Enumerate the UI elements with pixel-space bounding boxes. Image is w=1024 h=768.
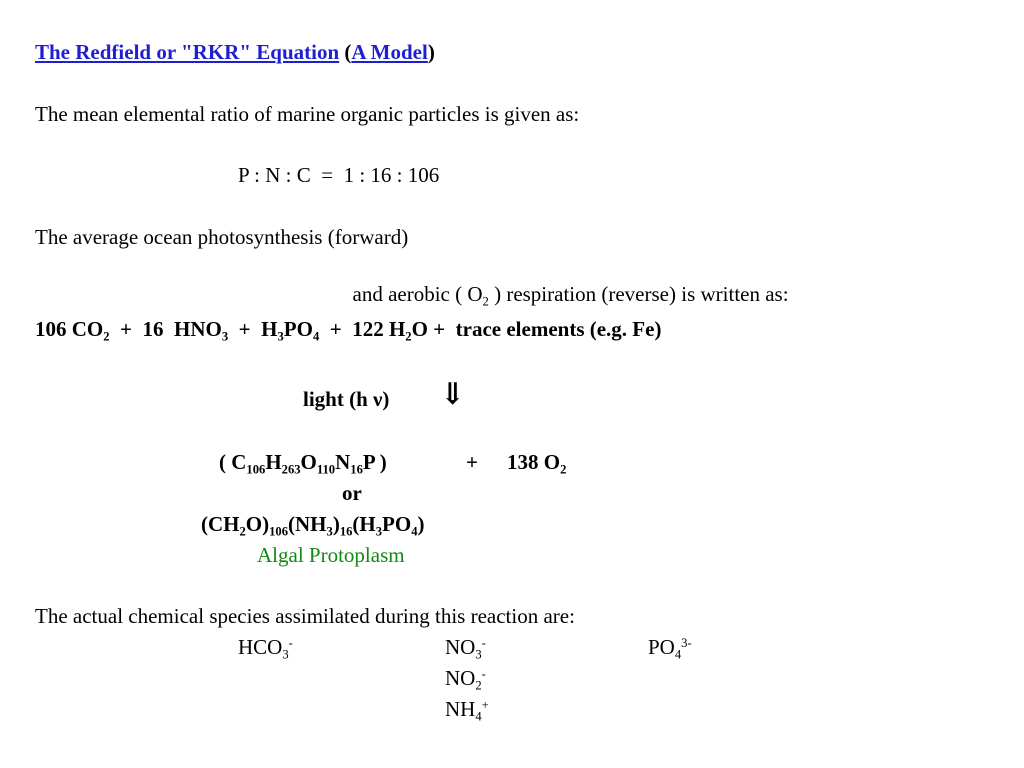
- po4-base: PO: [648, 635, 675, 659]
- eq-h2-sub: 2: [405, 329, 412, 344]
- model-link[interactable]: A Model: [351, 40, 428, 64]
- eq-hno3-sub: 3: [221, 329, 229, 344]
- eq-plus-h3: + H: [228, 317, 278, 341]
- prod-p: P ): [362, 450, 387, 474]
- no2-sub: 2: [475, 678, 482, 693]
- species-no3: [445, 634, 486, 660]
- f2-s4: 16: [339, 524, 353, 539]
- prod-o2: 138 O: [507, 450, 561, 474]
- f2-p7: ): [417, 512, 425, 536]
- f2-s3: 3: [326, 524, 333, 539]
- species-nh4: [445, 696, 489, 722]
- title-close-paren: ): [427, 40, 435, 64]
- nh4-sup: +: [481, 698, 489, 713]
- page-title: [35, 39, 435, 65]
- product-formula: [219, 449, 387, 475]
- no3-sup: -: [481, 636, 486, 651]
- prod-c: ( C: [219, 450, 247, 474]
- photo-line2-pre: and aerobic ( O: [352, 282, 483, 306]
- product-plus: +: [466, 450, 478, 474]
- alt-formula: [201, 511, 425, 537]
- algal-protoplasm-label: Algal Protoplasm: [257, 543, 405, 567]
- or-label: or: [342, 481, 362, 505]
- prod-n: N: [335, 450, 351, 474]
- hco3-sup: -: [288, 636, 293, 651]
- species-po4: [648, 634, 692, 660]
- prod-h-sub: 263: [281, 462, 301, 477]
- ratio-intro: The mean elemental ratio of marine organic particles is given as:: [35, 102, 580, 126]
- po4-sup: 3-: [681, 636, 692, 651]
- no2-sup: -: [481, 667, 486, 682]
- prod-h: H: [265, 450, 282, 474]
- f2-s1: 2: [239, 524, 246, 539]
- photo-line2-post: ) respiration (reverse) is written as:: [488, 282, 789, 306]
- eq-po4-sub: 4: [312, 329, 320, 344]
- down-arrow-icon: ⇓: [440, 378, 466, 411]
- prod-n-sub: 16: [350, 462, 363, 477]
- f2-s2: 106: [269, 524, 289, 539]
- eq-po: PO: [283, 317, 313, 341]
- hco3-sub: 3: [282, 647, 289, 662]
- eq-co2-sub: 2: [103, 329, 110, 344]
- f2-p2: O): [245, 512, 270, 536]
- light-label: light (h ν): [303, 387, 390, 411]
- no3-sub: 3: [475, 647, 482, 662]
- prod-o: O: [300, 450, 317, 474]
- f2-p1: (CH: [201, 512, 240, 536]
- photosynthesis-line-2: [342, 255, 789, 307]
- species-no2: [445, 665, 486, 691]
- f2-p6: PO: [382, 512, 412, 536]
- photo-line2-sub: 2: [482, 294, 489, 309]
- f2-s6: 4: [411, 524, 418, 539]
- nh4-sub: 4: [475, 709, 482, 724]
- eq-plus-h2o: + 122 H: [319, 317, 406, 341]
- species-hco3: [238, 634, 293, 660]
- no2-base: NO: [445, 666, 476, 690]
- eq-co2: 106 CO: [35, 317, 104, 341]
- po4-sub: 4: [674, 647, 682, 662]
- hco3-base: HCO: [238, 635, 283, 659]
- photosynthesis-line-1: The average ocean photosynthesis (forward): [35, 225, 409, 249]
- oxygen-product: [507, 449, 566, 475]
- prod-o-sub: 110: [316, 462, 336, 477]
- eq-trace: O + trace elements (e.g. Fe): [411, 317, 662, 341]
- nh4-base: NH: [445, 697, 476, 721]
- eq-h3-sub: 3: [277, 329, 284, 344]
- title-open-paren: (: [339, 40, 352, 64]
- eq-plus-hno3: + 16 HNO: [109, 317, 222, 341]
- f2-p3: (NH: [288, 512, 327, 536]
- species-intro: The actual chemical species assimilated during this reaction are:: [35, 604, 575, 628]
- redfield-equation: [35, 316, 661, 342]
- f2-p4: ): [332, 512, 340, 536]
- prod-o2-sub: 2: [560, 462, 567, 477]
- title-link[interactable]: The Redfield or "RKR" Equation: [35, 40, 340, 64]
- prod-c-sub: 106: [246, 462, 266, 477]
- f2-p5: (H: [352, 512, 376, 536]
- elemental-ratio: P : N : C = 1 : 16 : 106: [238, 163, 440, 187]
- f2-s5: 3: [375, 524, 383, 539]
- no3-base: NO: [445, 635, 476, 659]
